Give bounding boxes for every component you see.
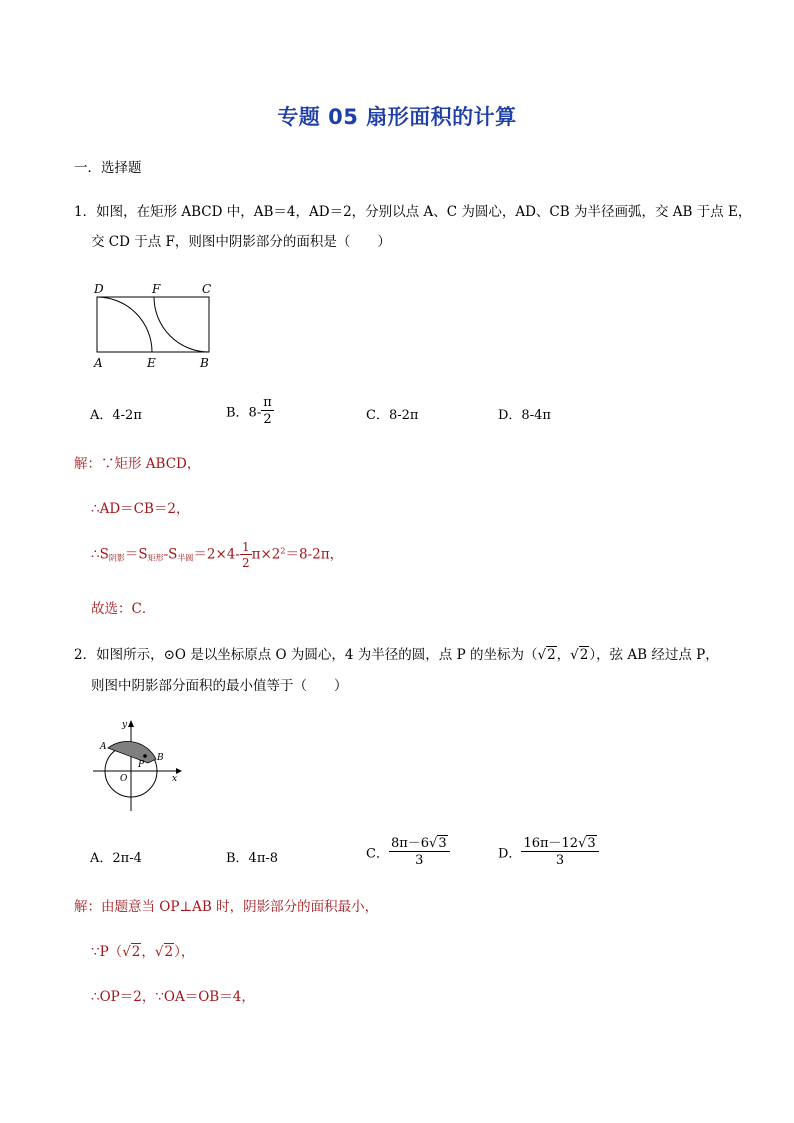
q2-solution-line2: ∵P（√2，√2）， <box>91 944 195 960</box>
q1-text-line1: 1．如图，在矩形 ABCD 中，AB＝4，AD＝2，分别以点 A、C 为圆心，AD、CB 为半径画弧，交 AB 于点 E， <box>74 204 752 220</box>
arc-bf <box>154 297 209 352</box>
rectangle-abcd <box>97 297 209 352</box>
label-y: y <box>122 720 128 730</box>
label-x: x <box>172 774 178 784</box>
q2-option-a: A．2π-4 <box>90 851 142 866</box>
section-heading: 一．选择题 <box>74 160 142 176</box>
label-b: B <box>200 356 209 370</box>
q1-option-a: A．4-2π <box>90 408 142 423</box>
solution-label: 解： <box>74 899 101 915</box>
q2-solution-line1 <box>74 897 378 917</box>
label-d: D <box>94 282 104 296</box>
q1-option-b-prefix: B．8- <box>226 405 262 421</box>
label-c: C <box>202 282 212 296</box>
q1-solution-s1: ∵矩形 ABCD， <box>101 456 201 472</box>
q1-solution-line4: 故选：C． <box>91 601 156 617</box>
q2-text-line1: 2．如图所示，⊙O 是以坐标原点 O 为圆心，4 为半径的圆，点 P 的坐标为（√2，√2），弦 AB 经过点 P， <box>74 647 719 663</box>
shaded-segment <box>108 741 156 763</box>
label-p: P <box>138 760 145 770</box>
arc-de <box>97 297 152 352</box>
q2-option-b: B．4π-8 <box>226 851 279 866</box>
q1-option-b-num: π <box>263 395 272 410</box>
q2-option-c: C． $\frac{8\pi-6√3}{3}$ <box>366 837 450 867</box>
q2-option-d: D． $\frac{16\pi-12√3}{3}$ <box>498 837 599 867</box>
q1-option-c: C．8-2π <box>366 408 419 423</box>
y-axis-arrow-icon <box>128 720 134 727</box>
solution-label: 解： <box>74 456 101 472</box>
label-o: O <box>120 774 128 784</box>
q1-figure <box>88 280 218 372</box>
point-p <box>143 754 147 758</box>
q2-figure <box>88 715 188 815</box>
q2-solution-s1: 由题意当 OP⊥AB 时，阴影部分的面积最小， <box>101 899 379 915</box>
q1-option-d: D．8-4π <box>498 408 551 423</box>
q1-solution-line2: ∴AD＝CB＝2， <box>91 501 190 517</box>
q2-text-line2: 则图中阴影部分面积的最小值等于（ ） <box>91 678 348 694</box>
q1-solution-line1 <box>74 454 200 474</box>
label-a: A <box>100 742 107 752</box>
q1-option-b <box>226 396 274 426</box>
label-e: E <box>147 356 156 370</box>
label-a: A <box>94 356 103 370</box>
q2-solution-line3: ∴OP＝2，∵OA＝OB＝4， <box>91 989 255 1005</box>
q1-text-line2: 交 CD 于点 F，则图中阴影部分的面积是（ ） <box>91 234 391 250</box>
label-f: F <box>152 282 161 296</box>
page-title: 专题 05 扇形面积的计算 <box>277 105 517 129</box>
q1-solution-line3: $\therefore S_{阴影}=S_{矩形}-S_{半圆}=2\times 4-$ $\frac{1}{2}$ $\pi\times 2^2=8-2\pi$， <box>91 540 344 570</box>
label-b: B <box>157 753 164 763</box>
q1-option-b-den: 2 <box>263 412 272 427</box>
